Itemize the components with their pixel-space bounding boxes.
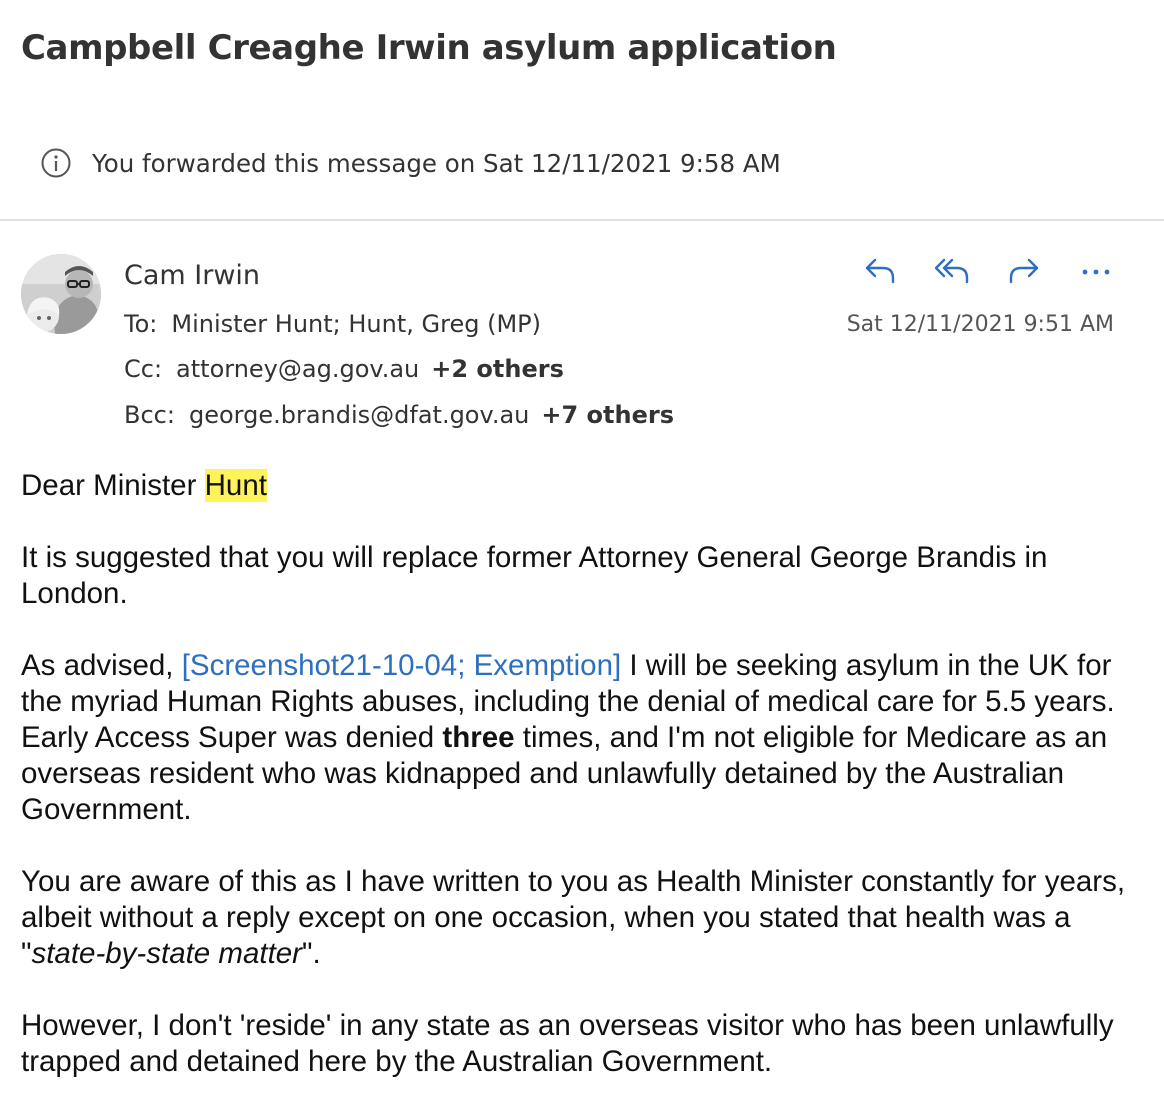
cc-label: Cc: [124,355,163,383]
bcc-label: Bcc: [124,401,175,429]
cc-recipient[interactable]: attorney@ag.gov.au [176,355,420,383]
header-divider [0,219,1164,221]
greeting: Dear Minister Hunt [21,469,267,502]
italic-phrase: state-by-state matter [31,937,302,970]
info-icon [40,147,72,179]
cc-more-link[interactable]: +2 others [431,355,564,383]
email-subject: Campbell Creaghe Irwin asylum application [21,28,837,68]
message-actions [860,254,1116,288]
forward-button[interactable] [1004,254,1044,288]
bcc-recipients [124,401,674,429]
reply-all-button[interactable] [932,254,972,288]
reply-button[interactable] [860,254,900,288]
sender-name[interactable]: Cam Irwin [124,260,261,291]
avatar[interactable] [21,254,101,334]
bcc-recipient[interactable]: george.brandis@dfat.gov.au [188,401,530,429]
to-recipients [124,310,541,338]
body-paragraph-1: It is suggested that you will replace former Attorney General George Brandis in London. [21,541,1048,610]
highlighted-word: Hunt [204,469,267,502]
body-paragraph-4: However, I don't 'reside' in any state as an overseas visitor who has been unlawfully trapped and detained here by the Australian Government. [21,1009,1114,1078]
reply-icon [863,256,897,286]
screenshot-link[interactable]: [Screenshot21-10-04; Exemption] [181,649,622,682]
to-recipient-list[interactable]: Minister Hunt; Hunt, Greg (MP) [171,310,541,338]
body-paragraph-2: As advised, [Screenshot21-10-04; Exemption] I will be seeking asylum in the UK for the myriad Human Rights abuses, including the denial of medical care for 5.5 years. Early Access Super was denied three times, and I'm not eligible for Medicare as an overseas resident who was kidnapped and unlawfully detained by the Australian Government. [21,649,1115,826]
bold-three: three [442,721,515,754]
more-actions-button[interactable] [1076,254,1116,288]
body-paragraph-3: You are aware of this as I have written to you as Health Minister constantly for years, albeit without a reply except on one occasion, when you stated that health was a "state-by-state matter". [21,865,1126,970]
bcc-more-link[interactable]: +7 others [541,401,674,429]
message-body [21,468,1146,1116]
to-label: To: [124,310,158,338]
more-icon [1079,256,1113,286]
forward-icon [1007,256,1041,286]
reply-all-icon [933,256,971,286]
cc-recipients [124,355,564,383]
message-timestamp: Sat 12/11/2021 9:51 AM [846,312,1114,337]
forwarded-info-text: You forwarded this message on Sat 12/11/2021 9:58 AM [92,148,781,178]
forwarded-info-bar [40,145,781,181]
